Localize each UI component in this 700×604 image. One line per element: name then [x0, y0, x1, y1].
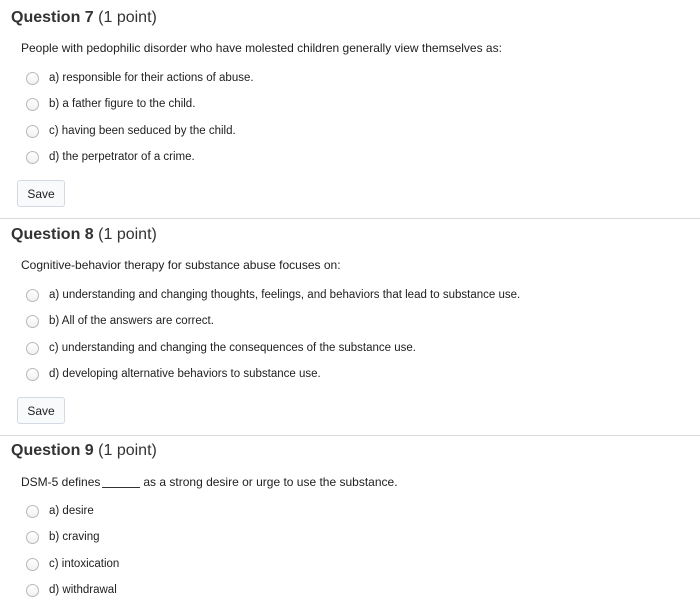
- option-label: a) understanding and changing thoughts, feelings, and behaviors that lead to substance use.: [49, 289, 521, 301]
- question-8-option-c[interactable]: [26, 339, 416, 357]
- radio-button[interactable]: [26, 531, 39, 544]
- question-7-points: (1 point): [98, 9, 157, 26]
- radio-button[interactable]: [26, 72, 39, 85]
- question-7-text: People with pedophilic disorder who have molested children generally view themselves as:: [21, 41, 502, 55]
- question-8-save-button[interactable]: Save: [17, 397, 65, 424]
- question-9-option-d[interactable]: [26, 581, 117, 599]
- question-9-points: (1 point): [98, 442, 157, 459]
- option-label: a) desire: [49, 505, 94, 517]
- question-9-text: [21, 475, 398, 489]
- question-8-text: Cognitive-behavior therapy for substance abuse focuses on:: [21, 258, 341, 272]
- question-7-option-a[interactable]: [26, 69, 254, 87]
- divider: [0, 435, 700, 436]
- radio-button[interactable]: [26, 125, 39, 138]
- radio-button[interactable]: [26, 315, 39, 328]
- radio-button[interactable]: [26, 342, 39, 355]
- option-label: c) intoxication: [49, 558, 120, 570]
- option-label: b) a father figure to the child.: [49, 98, 196, 110]
- option-label: d) withdrawal: [49, 584, 117, 596]
- radio-button[interactable]: [26, 558, 39, 571]
- question-7-title: Question 7: [11, 9, 94, 26]
- question-9-option-a[interactable]: [26, 502, 94, 520]
- question-7-save-button[interactable]: Save: [17, 180, 65, 207]
- option-label: b) craving: [49, 531, 100, 543]
- option-label: b) All of the answers are correct.: [49, 315, 214, 327]
- radio-button[interactable]: [26, 584, 39, 597]
- radio-button[interactable]: [26, 368, 39, 381]
- question-8-title: Question 8: [11, 226, 94, 243]
- question-8-option-a[interactable]: [26, 286, 520, 304]
- radio-button[interactable]: [26, 98, 39, 111]
- question-9-option-c[interactable]: [26, 555, 119, 573]
- radio-button[interactable]: [26, 151, 39, 164]
- option-label: d) developing alternative behaviors to substance use.: [49, 368, 321, 380]
- option-label: d) the perpetrator of a crime.: [49, 151, 195, 163]
- question-9-option-b[interactable]: [26, 528, 100, 546]
- fill-in-blank: [102, 487, 140, 488]
- question-9-title: Question 9: [11, 442, 94, 459]
- question-8-header: [11, 226, 157, 244]
- question-8-option-b[interactable]: [26, 312, 214, 330]
- question-9-text-after: as a strong desire or urge to use the substance.: [143, 475, 398, 489]
- question-8-points: (1 point): [98, 226, 157, 243]
- divider: [0, 218, 700, 219]
- question-7-header: [11, 9, 157, 27]
- question-9-text-before: DSM-5 defines: [21, 475, 101, 489]
- option-label: c) having been seduced by the child.: [49, 125, 236, 137]
- question-7-option-d[interactable]: [26, 148, 195, 166]
- question-9-header: [11, 442, 157, 460]
- option-label: c) understanding and changing the consequences of the substance use.: [49, 342, 416, 354]
- question-7-option-b[interactable]: [26, 95, 195, 113]
- question-7-option-c[interactable]: [26, 122, 236, 140]
- option-label: a) responsible for their actions of abuse.: [49, 72, 254, 84]
- radio-button[interactable]: [26, 505, 39, 518]
- radio-button[interactable]: [26, 289, 39, 302]
- question-8-option-d[interactable]: [26, 365, 321, 383]
